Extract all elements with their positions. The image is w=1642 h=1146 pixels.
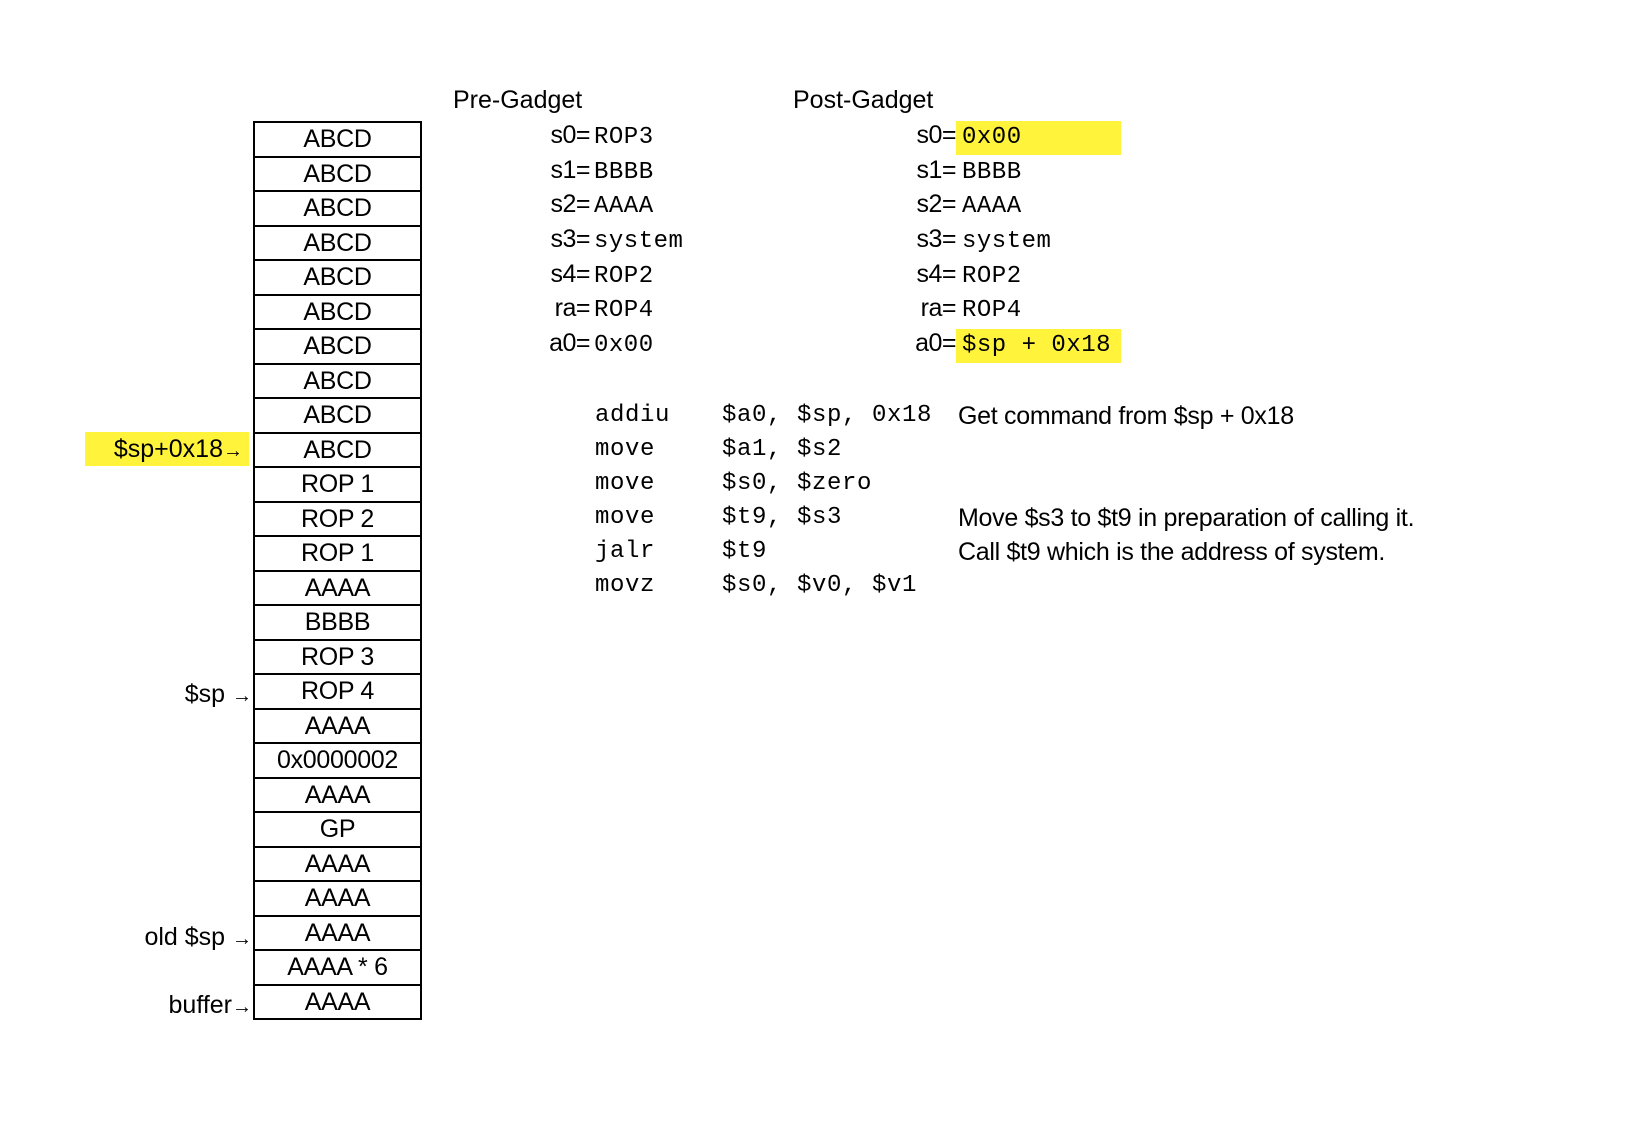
stack-cell: AAAA [255, 848, 420, 883]
pointer-label: $sp [184, 680, 232, 708]
stack-cell: 0x0000002 [255, 744, 420, 779]
asm-operands: $a0, $sp, 0x18 [722, 402, 933, 429]
register-value: system [594, 228, 684, 255]
register-name: s0= [916, 121, 956, 149]
asm-operands: $s0, $v0, $v1 [722, 572, 918, 599]
post-register-row [886, 291, 1022, 325]
buffer-pointer [169, 988, 252, 1022]
asm-operands: $a1, $s2 [722, 436, 843, 463]
stack-cell: AAAA [255, 710, 420, 745]
register-name: s1= [550, 156, 590, 184]
pre-register-row [520, 118, 654, 152]
stack-cell: GP [255, 813, 420, 848]
register-name: ra= [554, 294, 590, 322]
register-value: AAAA [594, 193, 654, 220]
register-value: ROP2 [594, 263, 654, 290]
arrow-right-icon: → [232, 685, 252, 707]
post-register-row [886, 118, 1121, 152]
register-value: ROP4 [962, 297, 1022, 324]
asm-opcode: addiu [595, 402, 671, 429]
register-name: a0= [549, 329, 590, 357]
stack-cell: ABCD [255, 192, 420, 227]
asm-opcode: movz [595, 572, 656, 599]
asm-opcode: jalr [595, 538, 656, 565]
register-value-highlighted: 0x00 [956, 121, 1121, 155]
pre-register-row [520, 291, 654, 325]
register-value: BBBB [594, 159, 654, 186]
register-name: s3= [550, 225, 590, 253]
stack-cell: ABCD [255, 261, 420, 296]
asm-opcode: move [595, 504, 656, 531]
register-value: ROP3 [594, 124, 654, 151]
stack-cell: ROP 2 [255, 503, 420, 538]
pre-register-row [520, 257, 654, 291]
register-name: s2= [916, 190, 956, 218]
stack-cell: ABCD [255, 434, 420, 469]
pointer-label: buffer [168, 991, 232, 1019]
asm-comment: Get command from $sp + 0x18 [958, 402, 1294, 430]
pre-register-row [520, 153, 654, 187]
register-name: s4= [550, 260, 590, 288]
register-value: AAAA [962, 193, 1022, 220]
register-value-highlighted: $sp + 0x18 [956, 329, 1121, 363]
stack-cell: AAAA [255, 779, 420, 814]
stack-cell: AAAA [255, 572, 420, 607]
stack-cell: ROP 1 [255, 468, 420, 503]
post-gadget-heading: Post-Gadget [793, 86, 934, 114]
stack-cell: ABCD [255, 399, 420, 434]
sp-pointer [185, 677, 252, 711]
asm-comment: Move $s3 to $t9 in preparation of calling it. [958, 504, 1415, 532]
stack-cell: ABCD [255, 365, 420, 400]
post-register-row [886, 153, 1022, 187]
register-name: s2= [550, 190, 590, 218]
pointer-label: $sp+0x18 [113, 435, 223, 463]
stack-cell: AAAA * 6 [255, 951, 420, 986]
sp-plus-0x18-pointer [85, 432, 249, 466]
register-value: 0x00 [594, 332, 654, 359]
pre-register-row [520, 222, 683, 256]
register-value: ROP4 [594, 297, 654, 324]
register-name: a0= [915, 329, 956, 357]
stack-cell: ABCD [255, 158, 420, 193]
stack-cell: ROP 1 [255, 537, 420, 572]
asm-opcode: move [595, 470, 656, 497]
post-register-row [886, 222, 1051, 256]
register-value: ROP2 [962, 263, 1022, 290]
register-name: s4= [916, 260, 956, 288]
old-sp-pointer [144, 920, 252, 954]
stack-cell: AAAA [255, 917, 420, 952]
stack-cell: BBBB [255, 606, 420, 641]
stack-diagram [253, 121, 422, 1020]
pointer-label: old $sp [144, 923, 232, 951]
post-register-row [886, 326, 1121, 360]
post-register-row [886, 257, 1022, 291]
register-value: BBBB [962, 159, 1022, 186]
arrow-right-icon: → [232, 996, 252, 1018]
asm-operands: $t9 [722, 538, 768, 565]
register-value: system [962, 228, 1052, 255]
stack-cell: ABCD [255, 296, 420, 331]
register-name: ra= [920, 294, 956, 322]
asm-comment: Call $t9 which is the address of system. [958, 538, 1386, 566]
register-name: s3= [916, 225, 956, 253]
stack-cell: ABCD [255, 330, 420, 365]
arrow-right-icon: → [232, 928, 252, 950]
asm-opcode: move [595, 436, 656, 463]
stack-cell: AAAA [255, 882, 420, 917]
pre-gadget-heading: Pre-Gadget [453, 86, 583, 114]
register-name: s0= [550, 121, 590, 149]
stack-cell: ROP 4 [255, 675, 420, 710]
arrow-right-icon: → [223, 440, 243, 462]
stack-cell: ABCD [255, 123, 420, 158]
pre-register-row [520, 187, 654, 221]
post-register-row [886, 187, 1022, 221]
stack-cell: AAAA [255, 986, 420, 1021]
asm-operands: $s0, $zero [722, 470, 873, 497]
stack-cell: ROP 3 [255, 641, 420, 676]
stack-cell: ABCD [255, 227, 420, 262]
register-name: s1= [916, 156, 956, 184]
pre-register-row [520, 326, 654, 360]
asm-operands: $t9, $s3 [722, 504, 843, 531]
